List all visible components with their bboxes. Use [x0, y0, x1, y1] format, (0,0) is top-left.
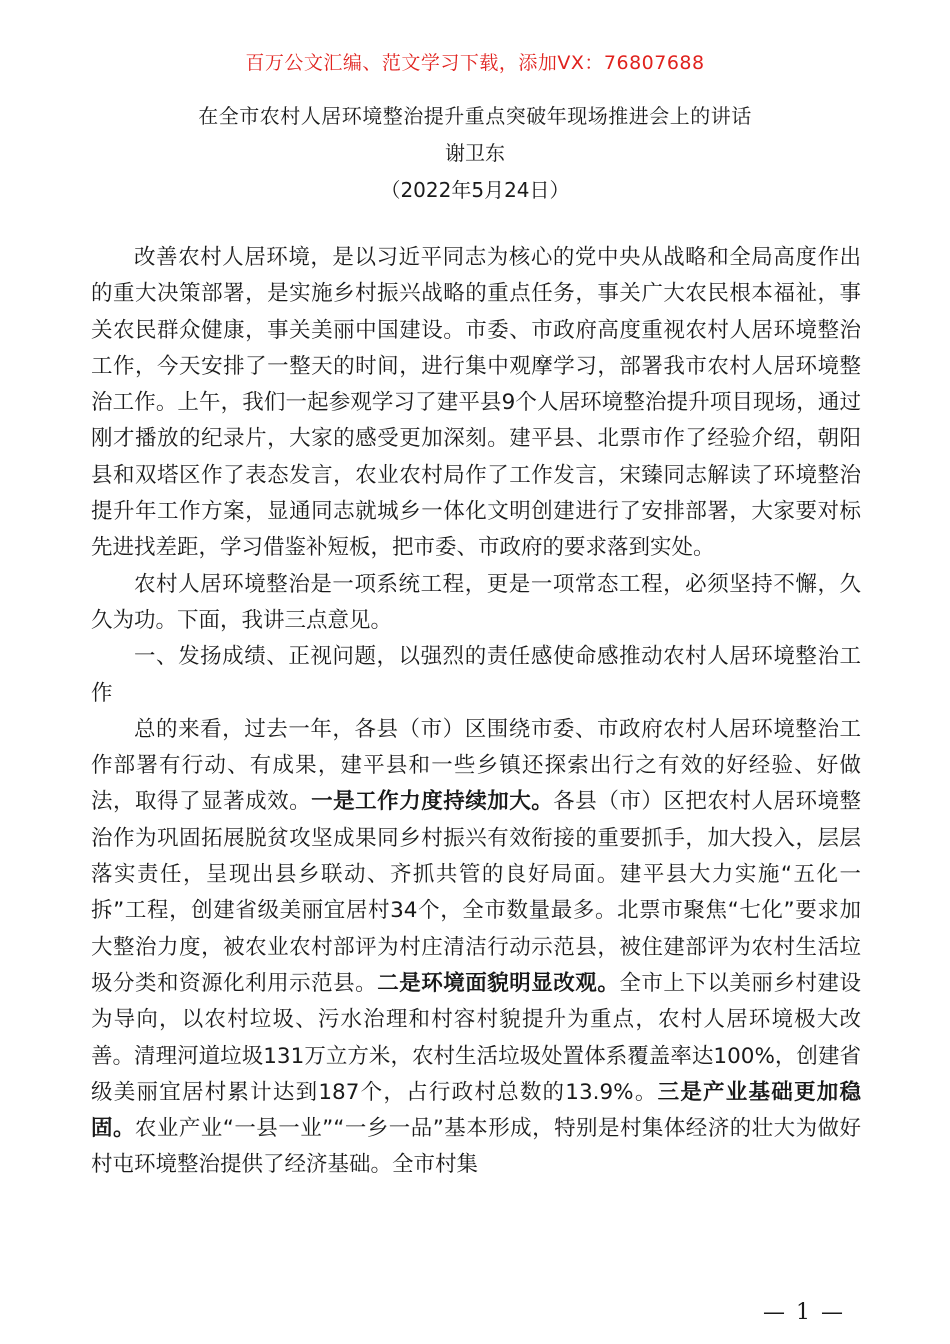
- author-name: 谢卫东: [445, 141, 505, 165]
- paragraph: 农村人居环境整治是一项系统工程，更是一项常态工程，必须坚持不懈，久久为功。下面，我讲三点意见。: [91, 571, 861, 633]
- paragraph-text: 总的来看，过去一年，各县（市）区围绕市委、市政府农村人居环境整治工作部署有行动、有成果，建平县和一些乡镇还探索出行之有效的好经验、好做法，取得了显著成效。: [91, 716, 861, 815]
- bold-point-2: 二是环境面貌明显改观。: [377, 970, 620, 996]
- paragraph-text: 农业产业“一县一业”“一乡一品”基本形成，特别是村集体经济的壮大为做好村屯环境整治提供了经济基础。全市村集: [91, 1116, 861, 1178]
- bold-point-1: 一是工作力度持续加大。: [311, 789, 554, 815]
- paragraph-text: 全市上下以美丽乡村建设为导向，以农村垃圾、污水治理和村容村貌提升为重点，农村人居环境极大改善。清理河道垃圾131万立方米，农村生活垃圾处置体系覆盖率达100%，创建省级美丽宜居村累计达到187个，占行政村总数的13.9%。: [91, 970, 861, 1105]
- section-heading: 一、发扬成绩、正视问题，以强烈的责任感使命感推动农村人居环境整治工作: [91, 644, 861, 706]
- paragraph-text: 各县（市）区把农村人居环境整治作为巩固拓展脱贫攻坚成果同乡村振兴有效衔接的重要抓手，加大投入，层层落实责任，呈现出县乡联动、齐抓共管的良好局面。建平县大力实施“五化一拆”工程，创建省级美丽宜居村34个，全市数量最多。北票市聚焦“七化”要求加大整治力度，被农业农村部评为村庄清洁行动示范县，被住建部评为农村生活垃圾分类和资源化利用示范县。: [91, 789, 861, 996]
- document-body: [91, 240, 861, 1184]
- paragraph: [91, 712, 861, 1184]
- document-title: 在全市农村人居环境整治提升重点突破年现场推进会上的讲话: [198, 104, 752, 128]
- paragraph: 改善农村人居环境，是以习近平同志为核心的党中央从战略和全局高度作出的重大决策部署，是实施乡村振兴战略的重点任务，事关广大农民根本福祉，事关农民群众健康，事关美丽中国建设。市委、市政府高度重视农村人居环境整治工作，今天安排了一整天的时间，进行集中观摩学习，部署我市农村人居环境整治工作。上午，我们一起参观学习了建平县9个人居环境整治提升项目现场，通过刚才播放的纪录片，大家的感受更加深刻。建平县、北票市作了经验介绍，朝阳县和双塔区作了表态发言，农业农村局作了工作发言，宋臻同志解读了环境整治提升年工作方案，显通同志就城乡一体化文明创建进行了安排部署，大家要对标先进找差距，学习借鉴补短板，把市委、市政府的要求落到实处。: [91, 245, 861, 561]
- speech-date: （2022年5月24日）: [380, 178, 570, 202]
- page-number: — 1 —: [763, 1300, 845, 1325]
- watermark-banner: 百万公文汇编、范文学习下载，添加VX：76807688: [245, 52, 705, 74]
- bold-point-3: 三是产业基础更加稳固。: [91, 1079, 861, 1142]
